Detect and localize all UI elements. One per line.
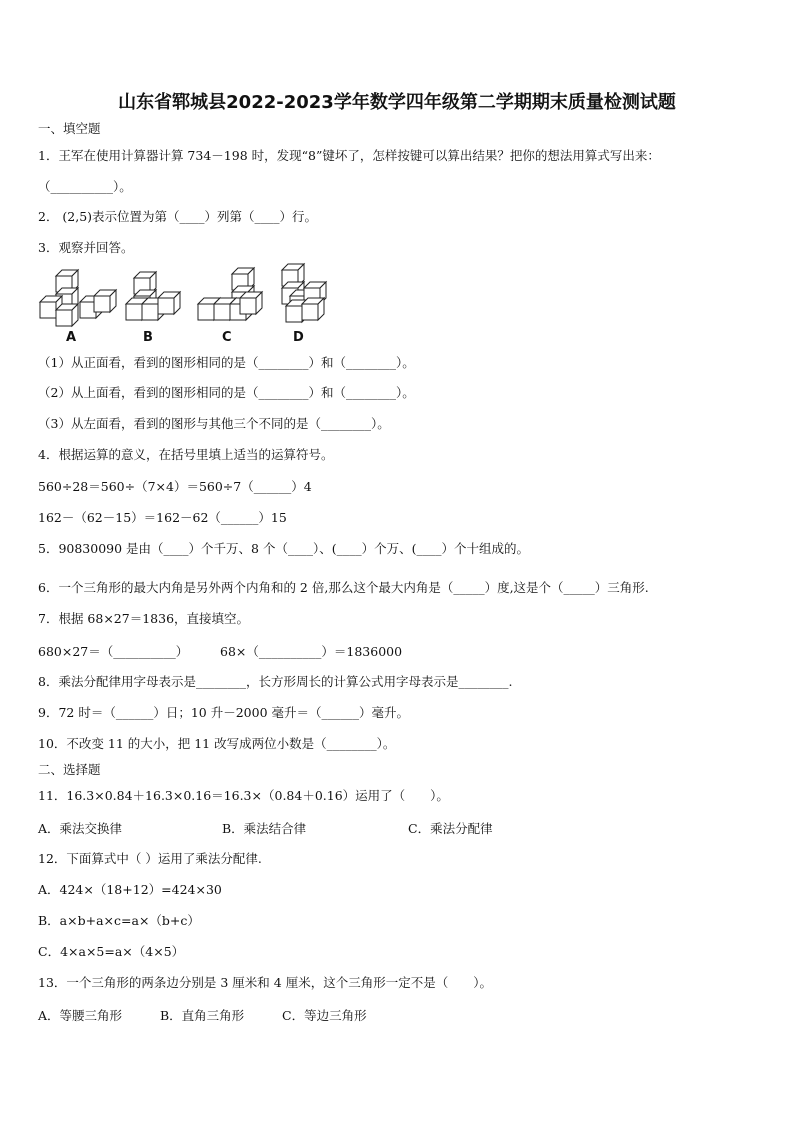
figure-d: [282, 264, 326, 322]
question-12-option-c: C．4×a×5=a×（4×5）: [38, 944, 185, 959]
question-11-option-b: B．乘法结合律: [222, 821, 307, 836]
question-8: 8．乘法分配律用字母表示是________，长方形周长的计算公式用字母表示是________.: [38, 674, 513, 689]
question-13-option-b: B．直角三角形: [160, 1008, 245, 1023]
question-12-option-a: A．424×（18+12）=424×30: [38, 882, 222, 897]
question-4-a: 560÷28＝560÷（7×4）＝560÷7（______）4: [38, 479, 312, 494]
section-heading-fill-in: 一、填空题: [38, 121, 101, 136]
figure-a: [40, 270, 116, 326]
question-7-a: 680×27＝（__________）: [38, 644, 189, 659]
question-1-answer: （__________）。: [38, 179, 132, 194]
figure-label-d: D: [293, 330, 304, 345]
question-4-b: 162－（62－15）＝162－62（______）15: [38, 510, 287, 525]
section-heading-choice: 二、选择题: [38, 762, 101, 777]
question-2: 2． (2,5)表示位置为第（____）列第（____）行。: [38, 209, 318, 224]
figure-label-a: A: [66, 330, 77, 345]
question-11-option-a: A．乘法交换律: [38, 821, 123, 836]
question-5: 5．90830090 是由（____）个千万、8 个（____）、(____）个万、(____）个十组成的。: [38, 541, 529, 556]
figure-label-b: B: [143, 330, 153, 345]
question-3-1: （1）从正面看，看到的图形相同的是（________）和（________）。: [38, 355, 415, 370]
cube-figures: [34, 262, 354, 350]
question-13-option-c: C．等边三角形: [282, 1008, 367, 1023]
question-11-option-c: C．乘法分配律: [408, 821, 493, 836]
question-3-3: （3）从左面看，看到的图形与其他三个不同的是（________）。: [38, 416, 390, 431]
question-3-2: （2）从上面看，看到的图形相同的是（________）和（________）。: [38, 385, 415, 400]
question-9: 9．72 时＝（______）日；10 升－2000 毫升＝（______）毫升。: [38, 705, 409, 720]
question-7-b: 68×（__________）＝1836000: [220, 644, 403, 659]
question-7: 7．根据 68×27＝1836，直接填空。: [38, 611, 250, 626]
cube-figures-drawing: [34, 262, 354, 350]
question-4: 4．根据运算的意义，在括号里填上适当的运算符号。: [38, 447, 334, 462]
question-13-option-a: A．等腰三角形: [38, 1008, 123, 1023]
figure-c: [198, 268, 262, 320]
question-10: 10．不改变 11 的大小，把 11 改写成两位小数是（________）。: [38, 736, 396, 751]
page-title: 山东省郓城县2022-2023学年数学四年级第二学期期末质量检测试题: [118, 92, 676, 113]
question-12-option-b: B．a×b+a×c=a×（b+c）: [38, 913, 200, 928]
question-13: 13．一个三角形的两条边分别是 3 厘米和 4 厘米，这个三角形一定不是（ ）。: [38, 975, 492, 990]
question-6: 6．一个三角形的最大内角是另外两个内角和的 2 倍,那么这个最大内角是（_____）度,这是个（_____）三角形.: [38, 580, 649, 595]
question-1: 1．王军在使用计算器计算 734－198 时，发现“8”键坏了，怎样按键可以算出结果？把你的想法用算式写出来：: [38, 148, 660, 163]
question-12: 12．下面算式中（ ）运用了乘法分配律.: [38, 851, 262, 866]
figure-label-c: C: [222, 330, 232, 345]
question-3: 3．观察并回答。: [38, 240, 134, 255]
figure-b: [126, 272, 180, 320]
question-11: 11．16.3×0.84＋16.3×0.16＝16.3×（0.84＋0.16）运用了（ ）。: [38, 788, 449, 803]
